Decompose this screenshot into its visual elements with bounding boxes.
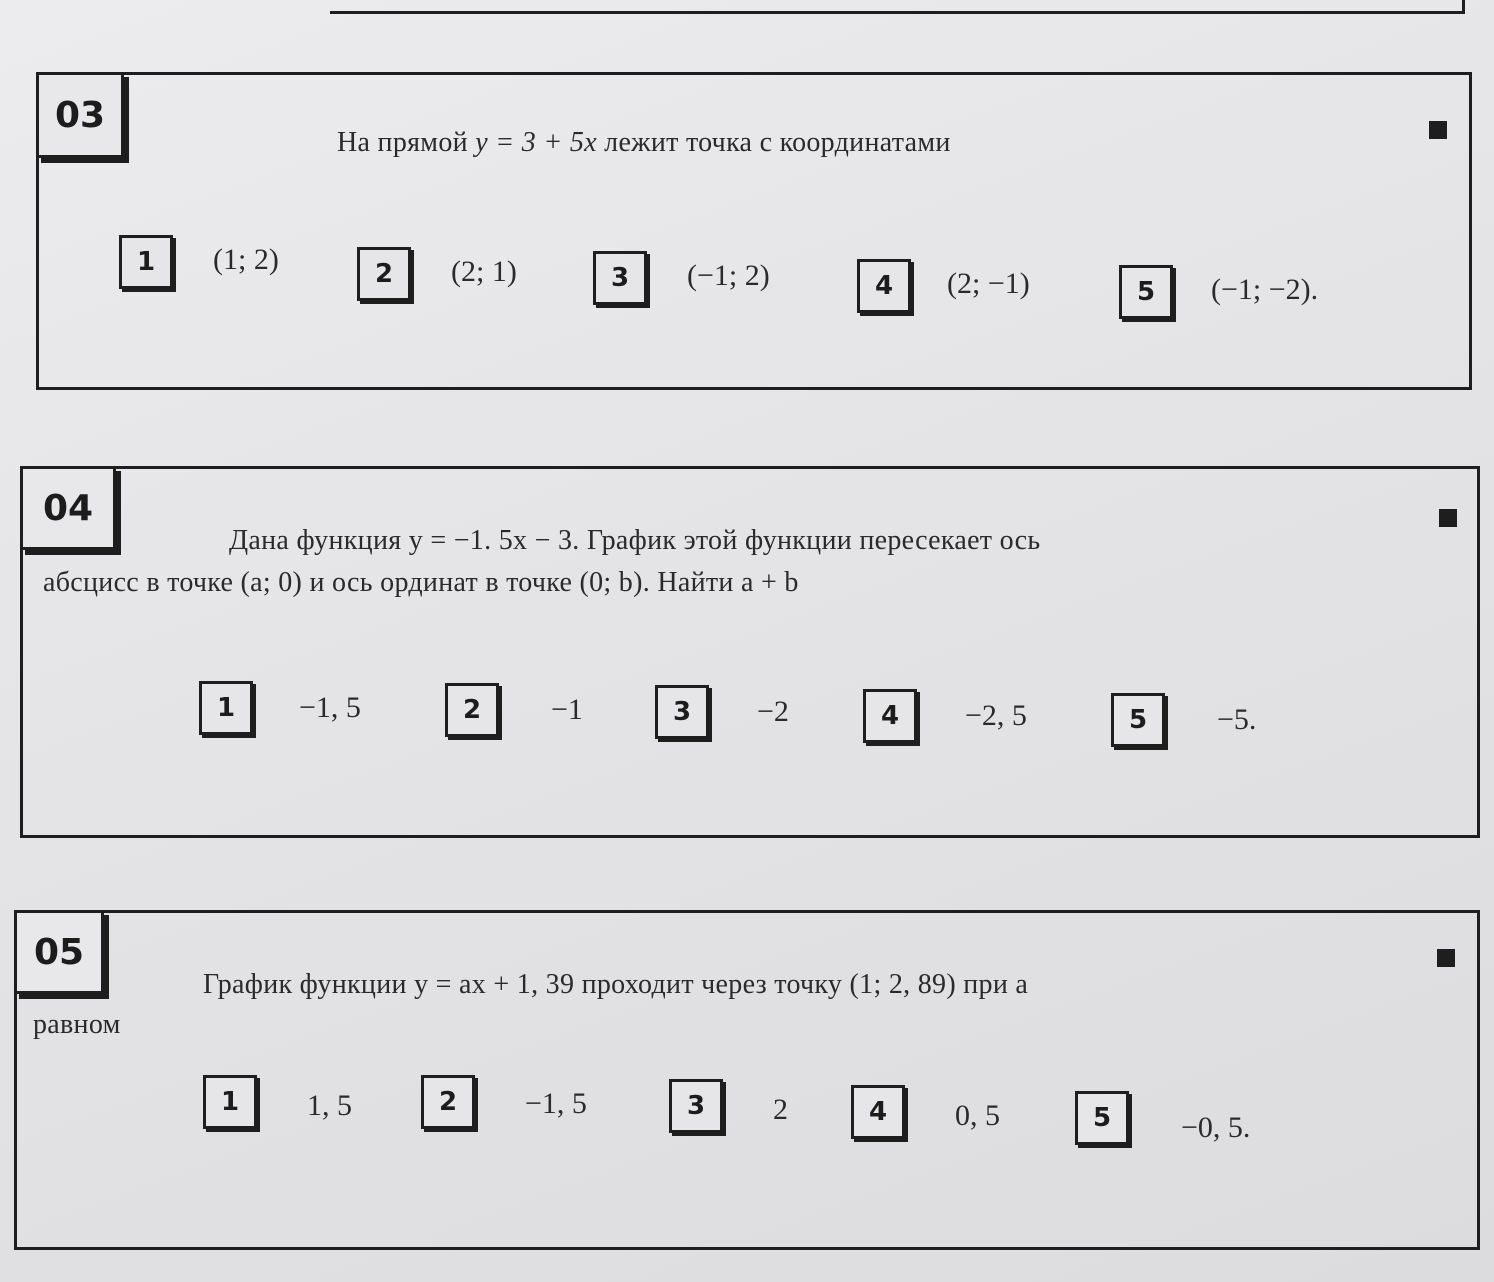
option-1-value: (1; 2) [213, 243, 279, 276]
option-3-value: 2 [773, 1093, 788, 1126]
option-5-value: (−1; −2). [1211, 273, 1319, 306]
option-1-value: 1, 5 [307, 1089, 352, 1122]
option-1-box[interactable]: 1 [199, 681, 253, 735]
question-text-04-line2: абсцисс в точке (a; 0) и ось ординат в точке (0; b). Найти a + b [43, 567, 799, 598]
question-text-04-line1: Дана функция y = −1. 5x − 3. График этой функции пересекает ось [229, 525, 1041, 556]
question-text-05-line2: равном [33, 1009, 121, 1040]
option-1-box[interactable]: 1 [119, 235, 173, 289]
option-3-value: −2 [757, 695, 789, 728]
question-number-04: 04 [20, 466, 116, 550]
option-4-value: −2, 5 [965, 699, 1027, 732]
option-1-value: −1, 5 [299, 691, 361, 724]
option-5-box[interactable]: 5 [1075, 1091, 1129, 1145]
option-2-box[interactable]: 2 [357, 247, 411, 301]
option-3-box[interactable]: 3 [593, 251, 647, 305]
corner-marker [1439, 509, 1457, 527]
option-5-box[interactable]: 5 [1119, 265, 1173, 319]
corner-marker [1429, 121, 1447, 139]
option-4-value: 0, 5 [955, 1099, 1000, 1132]
question-text-03 [337, 125, 951, 161]
option-5-value: −5. [1217, 703, 1257, 736]
option-4-box[interactable]: 4 [857, 259, 911, 313]
option-2-value: −1 [551, 693, 583, 726]
option-4-box[interactable]: 4 [863, 689, 917, 743]
option-3-box[interactable]: 3 [655, 685, 709, 739]
option-3-value: (−1; 2) [687, 259, 770, 292]
option-2-box[interactable]: 2 [421, 1075, 475, 1129]
question-formula-03: y = 3 + 5x [475, 127, 597, 158]
option-5-value: −0, 5. [1181, 1111, 1251, 1144]
question-text-05-line1: График функции y = ax + 1, 39 проходит через точку (1; 2, 89) при a [203, 969, 1029, 1000]
option-1-box[interactable]: 1 [203, 1075, 257, 1129]
question-03 [36, 72, 1472, 390]
question-number-03: 03 [36, 72, 124, 158]
question-text-03-prefix: На прямой [337, 127, 476, 158]
option-4-box[interactable]: 4 [851, 1085, 905, 1139]
question-05 [14, 910, 1480, 1250]
question-number-05: 05 [14, 910, 104, 994]
question-text-03-suffix: лежит точка с координатами [596, 127, 951, 158]
option-2-value: (2; 1) [451, 255, 517, 288]
previous-question-border [330, 0, 1465, 14]
option-5-box[interactable]: 5 [1111, 693, 1165, 747]
option-3-box[interactable]: 3 [669, 1079, 723, 1133]
option-2-box[interactable]: 2 [445, 683, 499, 737]
corner-marker [1437, 949, 1455, 967]
option-4-value: (2; −1) [947, 267, 1030, 300]
option-2-value: −1, 5 [525, 1087, 587, 1120]
question-04 [20, 466, 1480, 838]
